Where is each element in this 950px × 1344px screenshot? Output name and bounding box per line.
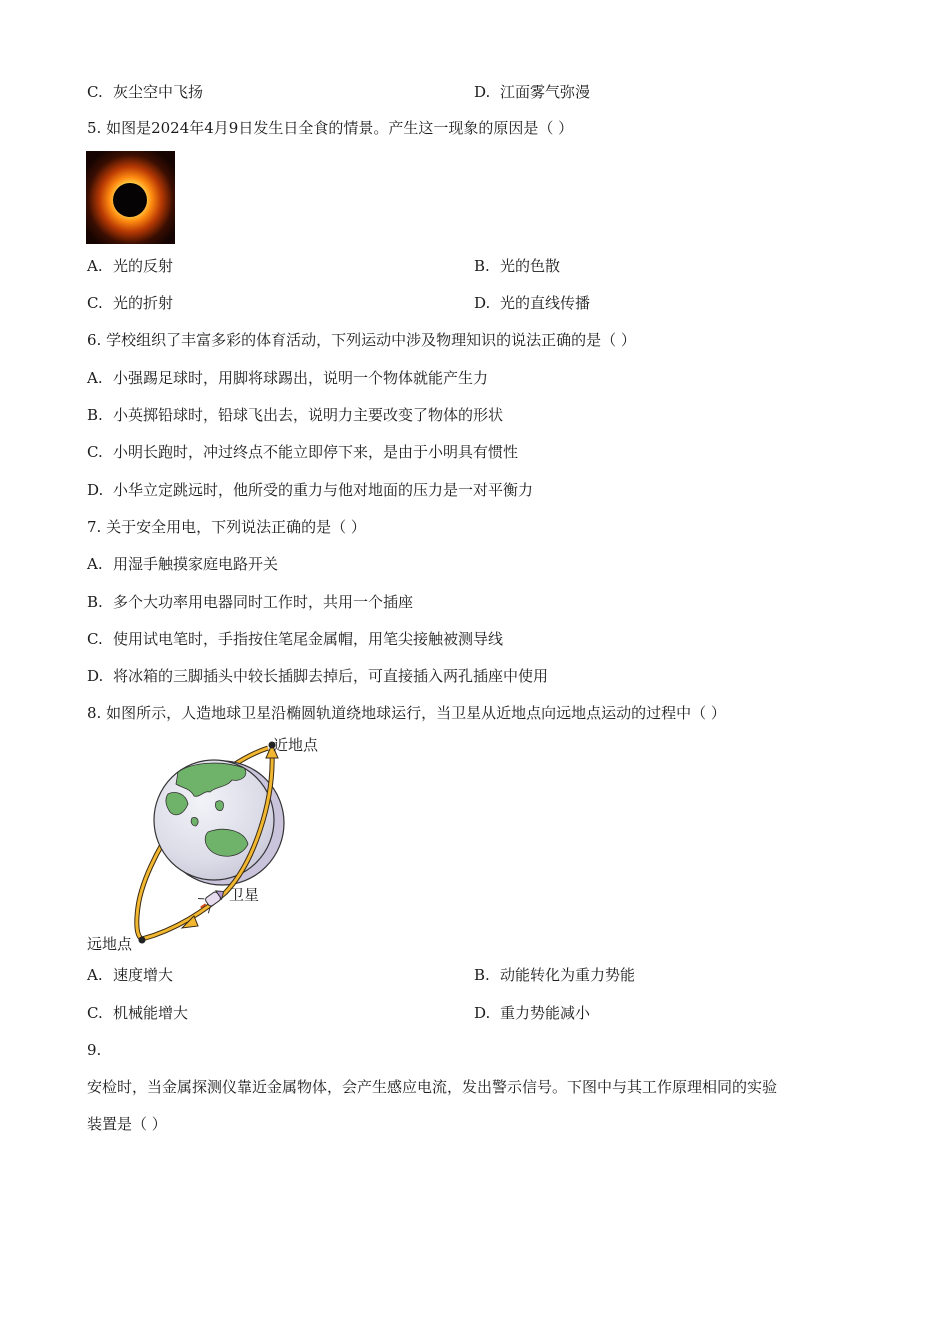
apogee-label: 远地点 xyxy=(87,935,133,953)
perigee-label: 近地点 xyxy=(273,736,319,754)
satellite-orbit-figure xyxy=(86,732,336,957)
option-letter: C. xyxy=(87,83,103,101)
q6-option-a xyxy=(87,368,488,388)
option-text: 将冰箱的三脚插头中较长插脚去掉后，可直接插入两孔插座中使用 xyxy=(113,667,549,685)
option-text: 光的直线传播 xyxy=(500,294,591,312)
q5-option-d xyxy=(474,293,590,313)
q5-option-c xyxy=(87,293,173,313)
q8-option-c xyxy=(87,1003,188,1023)
option-text: 小明长跑时，冲过终点不能立即停下来，是由于小明具有惯性 xyxy=(113,443,519,461)
q8-option-b xyxy=(474,965,635,985)
option-text: 多个大功率用电器同时工作时，共用一个插座 xyxy=(113,593,414,611)
q9-number: 9. xyxy=(87,1041,102,1059)
option-letter: C. xyxy=(87,630,103,648)
option-letter: D. xyxy=(87,481,104,499)
option-letter: A. xyxy=(87,555,103,573)
option-letter: B. xyxy=(474,966,490,984)
option-letter: B. xyxy=(87,406,103,424)
q4-option-d xyxy=(474,82,590,102)
option-letter: D. xyxy=(474,294,491,312)
option-letter: A. xyxy=(87,966,103,984)
option-text: 用湿手触摸家庭电路开关 xyxy=(113,555,279,573)
solar-eclipse-image xyxy=(86,151,175,244)
q8-option-d xyxy=(474,1003,590,1023)
option-text: 速度增大 xyxy=(113,966,174,984)
option-text: 机械能增大 xyxy=(113,1004,189,1022)
option-text: 使用试电笔时，手指按住笔尾金属帽，用笔尖接触被测导线 xyxy=(113,630,504,648)
q5-option-a xyxy=(87,256,173,276)
option-letter: C. xyxy=(87,1004,103,1022)
q7-option-d xyxy=(87,666,548,686)
q9-stem-line2: 装置是（ ） xyxy=(87,1115,167,1133)
satellite-label: 卫星 xyxy=(229,886,260,904)
q7-option-c xyxy=(87,629,503,649)
q8-option-a xyxy=(87,965,173,985)
q6-option-d xyxy=(87,480,533,500)
option-letter: D. xyxy=(87,667,104,685)
option-letter: D. xyxy=(474,83,491,101)
option-text: 小英掷铅球时，铅球飞出去，说明力主要改变了物体的形状 xyxy=(113,406,504,424)
option-text: 江面雾气弥漫 xyxy=(500,83,591,101)
q5-stem: 5. 如图是2024年4月9日发生日全食的情景。产生这一现象的原因是（ ） xyxy=(87,119,574,137)
q6-option-b xyxy=(87,405,503,425)
option-text: 动能转化为重力势能 xyxy=(500,966,636,984)
q6-stem: 6. 学校组织了丰富多彩的体育活动，下列运动中涉及物理知识的说法正确的是（ ） xyxy=(87,331,636,349)
option-text: 小华立定跳远时，他所受的重力与他对地面的压力是一对平衡力 xyxy=(113,481,534,499)
option-letter: B. xyxy=(474,257,490,275)
option-text: 小强踢足球时，用脚将球踢出，说明一个物体就能产生力 xyxy=(113,369,489,387)
option-text: 重力势能减小 xyxy=(500,1004,591,1022)
q5-option-b xyxy=(474,256,560,276)
q7-stem: 7. 关于安全用电，下列说法正确的是（ ） xyxy=(87,518,366,536)
option-letter: B. xyxy=(87,593,103,611)
option-text: 光的色散 xyxy=(500,257,561,275)
q9-stem-line1: 安检时，当金属探测仪靠近金属物体，会产生感应电流，发出警示信号。下图中与其工作原理相同的实验 xyxy=(87,1078,778,1096)
option-letter: A. xyxy=(87,369,103,387)
option-letter: A. xyxy=(87,257,103,275)
q8-stem: 8. 如图所示，人造地球卫星沿椭圆轨道绕地球运行，当卫星从近地点向远地点运动的过程中（ ） xyxy=(87,704,726,722)
q7-option-b xyxy=(87,592,413,612)
option-text: 光的反射 xyxy=(113,257,174,275)
option-text: 光的折射 xyxy=(113,294,174,312)
option-letter: D. xyxy=(474,1004,491,1022)
option-letter: C. xyxy=(87,443,103,461)
option-letter: C. xyxy=(87,294,103,312)
q7-option-a xyxy=(87,554,278,574)
q4-option-c xyxy=(87,82,203,102)
q6-option-c xyxy=(87,442,518,462)
option-text: 灰尘空中飞扬 xyxy=(113,83,204,101)
